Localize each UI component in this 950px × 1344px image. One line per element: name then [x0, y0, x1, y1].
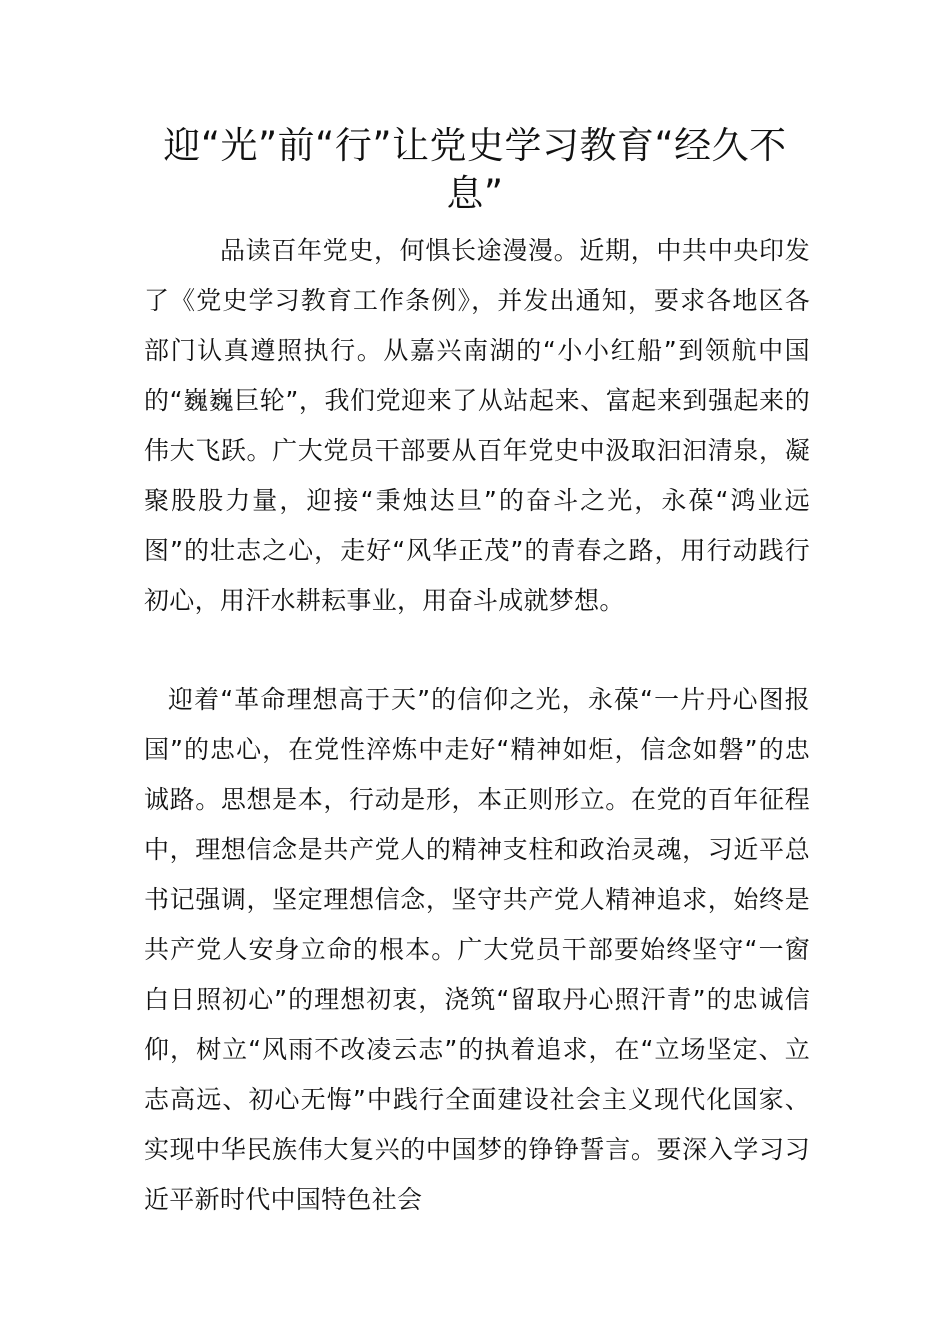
paragraph-1: 品读百年党史，何惧长途漫漫。近期，中共中央印发了《党史学习教育工作条例》，并发出通知，要求各地区各部门认真遵照执行。从嘉兴南湖的“小小红船”到领航中国的“巍巍巨轮”，我们党迎来了从站起来、富起来到强起来的伟大飞跃。广大党员干部要从百年党史中汲取汩汩清泉，凝聚股股力量，迎接“秉烛达旦”的奋斗之光，永葆“鸿业远图”的壮志之心，走好“风华正茂”的青春之路，用行动践行初心，用汗水耕耘事业，用奋斗成就梦想。: [144, 236, 810, 615]
document-title: 迎“光”前“行”让党史学习教育“经久不息”: [163, 124, 787, 215]
paragraph-2: 迎着“革命理想高于天”的信仰之光，永葆“一片丹心图报国”的忠心，在党性淬炼中走好“精神如炬，信念如磐”的忠诚路。思想是本，行动是形，本正则形立。在党的百年征程中，理想信念是共产党人的精神支柱和政治灵魂，习近平总书记强调，坚定理想信念，坚守共产党人精神追求，始终是共产党人安身立命的根本。广大党员干部要始终坚守“一窗白日照初心”的理想初衷，浇筑“留取丹心照汗青”的忠诚信仰，树立“风雨不改凌云志”的执着追求，在“立场坚定、立志高远、初心无悔”中践行全面建设社会主义现代化国家、实现中华民族伟大复兴的中国梦的铮铮誓言。要深入学习习近平新时代中国特色社会: [144, 685, 810, 1214]
